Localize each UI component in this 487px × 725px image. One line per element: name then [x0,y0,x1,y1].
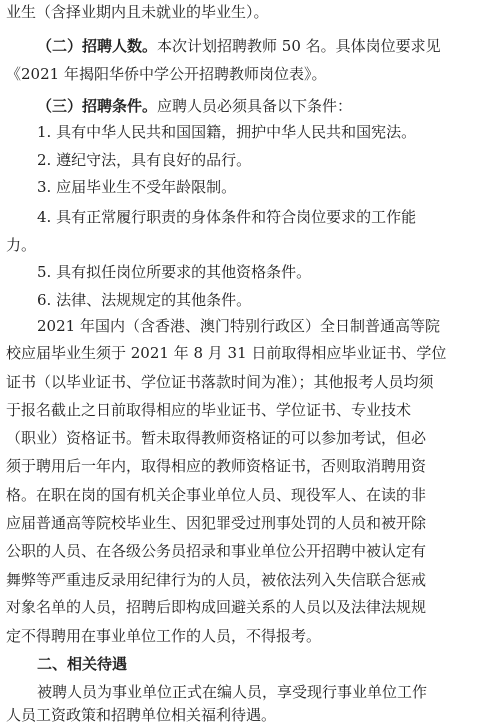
list-item: 3. 应届毕业生不受年龄限制。 [37,178,237,196]
section-recruit-conditions [37,96,479,116]
paragraph-line: 须于聘用后一年内，取得相应的教师资格证书，否则取消聘用资 [6,457,427,475]
list-item: 1. 具有中华人民共和国国籍，拥护中华人民共和国宪法。 [37,123,417,141]
text-line: 力。 [6,236,37,254]
paragraph-line: 应届普通高等院校毕业生、因犯罪受过刑事处罚的人员和被开除 [6,514,427,532]
paragraph-line: 对象名单的人员，招聘后即构成回避关系的人员以及法律法规规 [6,598,427,616]
list-item: 5. 具有拟任岗位所要求的其他资格条件。 [37,263,312,281]
text-line: 《2021 年揭阳华侨中学公开招聘教师岗位表》。 [6,65,327,83]
paragraph-line: 人员工资政策和招聘单位相关福利待遇。 [6,706,277,724]
section-heading: （二）招聘人数。 [37,37,158,55]
list-item: 4. 具有正常履行职责的身体条件和符合岗位要求的工作能 [37,208,417,226]
paragraph-line: 2021 年国内（含香港、澳门特别行政区）全日制普通高等院 [37,317,440,335]
section-heading: （三）招聘条件。 [37,97,158,115]
section-heading: 二、相关待遇 [37,655,128,673]
paragraph-line: 定不得聘用在事业单位工作的人员，不得报考。 [6,627,322,645]
paragraph-line: 于报名截止之日前取得相应的毕业证书、学位证书、专业技术 [6,401,412,419]
list-item: 6. 法律、法规规定的其他条件。 [37,291,252,309]
paragraph-line: 舞弊等严重违反录用纪律行为的人员，被依法列入失信联合惩戒 [6,571,427,589]
list-item: 2. 遵纪守法，具有良好的品行。 [37,151,252,169]
paragraph-line: 校应届毕业生须于 2021 年 8 月 31 日前取得相应毕业证书、学位 [6,344,447,362]
section-text: 本次计划招聘教师 50 名。具体岗位要求见 [157,37,441,55]
paragraph-line: 被聘人员为事业单位正式在编人员，享受现行事业单位工作 [37,683,428,701]
paragraph-line: 证书（以毕业证书、学位证书落款时间为准）；其他报考人员均须 [6,373,434,391]
section-text: 应聘人员必须具备以下条件： [157,97,353,115]
paragraph-line: （职业）资格证书。暂未取得教师资格证的可以参加考试，但必 [6,429,427,447]
paragraph-line: 格。在职在岗的国有机关企事业单位人员、现役军人、在读的非 [6,486,427,504]
paragraph-line: 公职的人员、在各级公务员招录和事业单位公开招聘中被认定有 [6,542,427,560]
section-recruit-count [37,36,479,56]
text-line: 业生（含择业期内且未就业的毕业生）。 [6,3,269,21]
